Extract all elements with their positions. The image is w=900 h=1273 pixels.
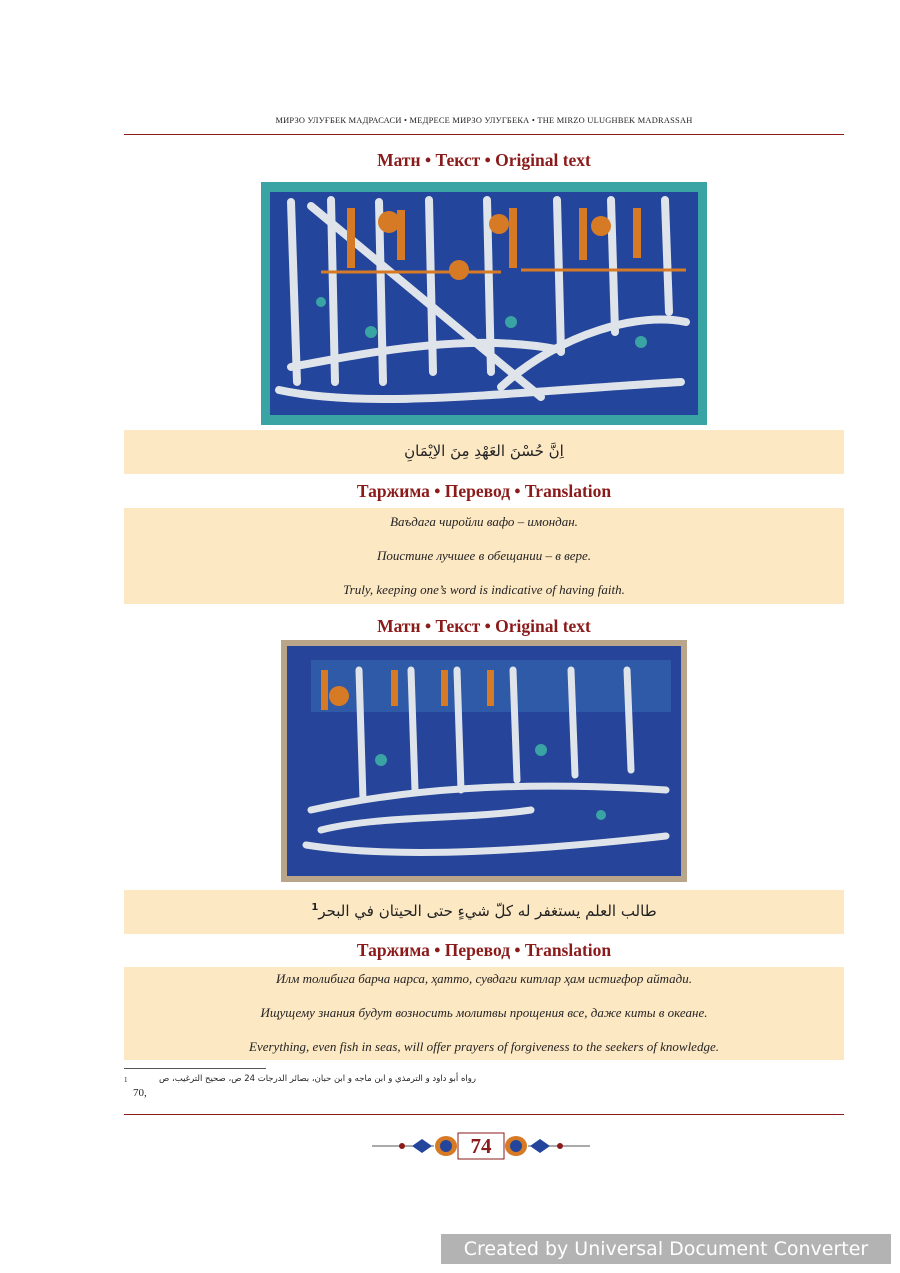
translation-english: Truly, keeping one’s word is indicative of having faith. xyxy=(343,582,625,597)
watermark: Created by Universal Document Converter xyxy=(441,1234,891,1264)
footer-rule xyxy=(124,1114,844,1115)
arabic-text-panel xyxy=(124,890,844,934)
footnote-marker[interactable]: 1 xyxy=(311,902,319,913)
translation-panel xyxy=(124,967,844,1060)
mosaic-image-2 xyxy=(281,640,687,882)
translation-heading: Таржима • Перевод • Translation xyxy=(356,940,612,960)
arabic-text: اِنَّ حُسْنَ العَهْدِ مِنَ الاِيْمَانِ xyxy=(404,442,564,460)
footnote-number: 1 xyxy=(124,1076,128,1084)
arabic-text-panel xyxy=(124,430,844,474)
page-number: 74 xyxy=(470,1134,492,1158)
translation-panel xyxy=(124,508,844,604)
translation-russian: Поистине лучшее в обещании – в вере. xyxy=(376,548,592,563)
mosaic-image-1 xyxy=(261,182,707,425)
translation-russian: Ищущему знания будут возносить молитвы прощения все, даже киты в океане. xyxy=(260,1005,708,1020)
running-head: МИРЗО УЛУҒБЕК МАДРАСАСИ • МЕДРЕСЕ МИРЗО УЛУГБЕКА • THE MIRZO ULUGHBEK MADRASSAH xyxy=(275,116,693,125)
header-rule xyxy=(124,134,844,135)
arabic-text xyxy=(124,902,844,920)
translation-english: Everything, even fish in seas, will offer prayers of forgiveness to the seekers of knowledge. xyxy=(249,1039,719,1054)
footnote-rule xyxy=(124,1068,266,1069)
translation-uzbek: Илм толибига барча нарса, ҳатто, сувдаги китлар ҳам истиғфор айтади. xyxy=(276,971,692,986)
footnote-text: رواه أبو داود و الترمذي و ابن ماجه و ابن حبان، بصائر الدرجات 24 ص، صحيح الترغيب، ص xyxy=(159,1074,476,1084)
arabic-text-body: طالب العلم يستغفر له كلّ شيءٍ حتى الحيتان في البحر xyxy=(318,902,657,920)
footnote-page: 70, xyxy=(133,1087,147,1099)
original-text-heading: Матн • Текст • Original text xyxy=(377,150,591,170)
original-text-heading: Матн • Текст • Original text xyxy=(377,616,591,636)
translation-heading: Таржима • Перевод • Translation xyxy=(356,481,612,501)
translation-uzbek: Ваъдага чиройли вафо – имондан. xyxy=(390,514,578,529)
